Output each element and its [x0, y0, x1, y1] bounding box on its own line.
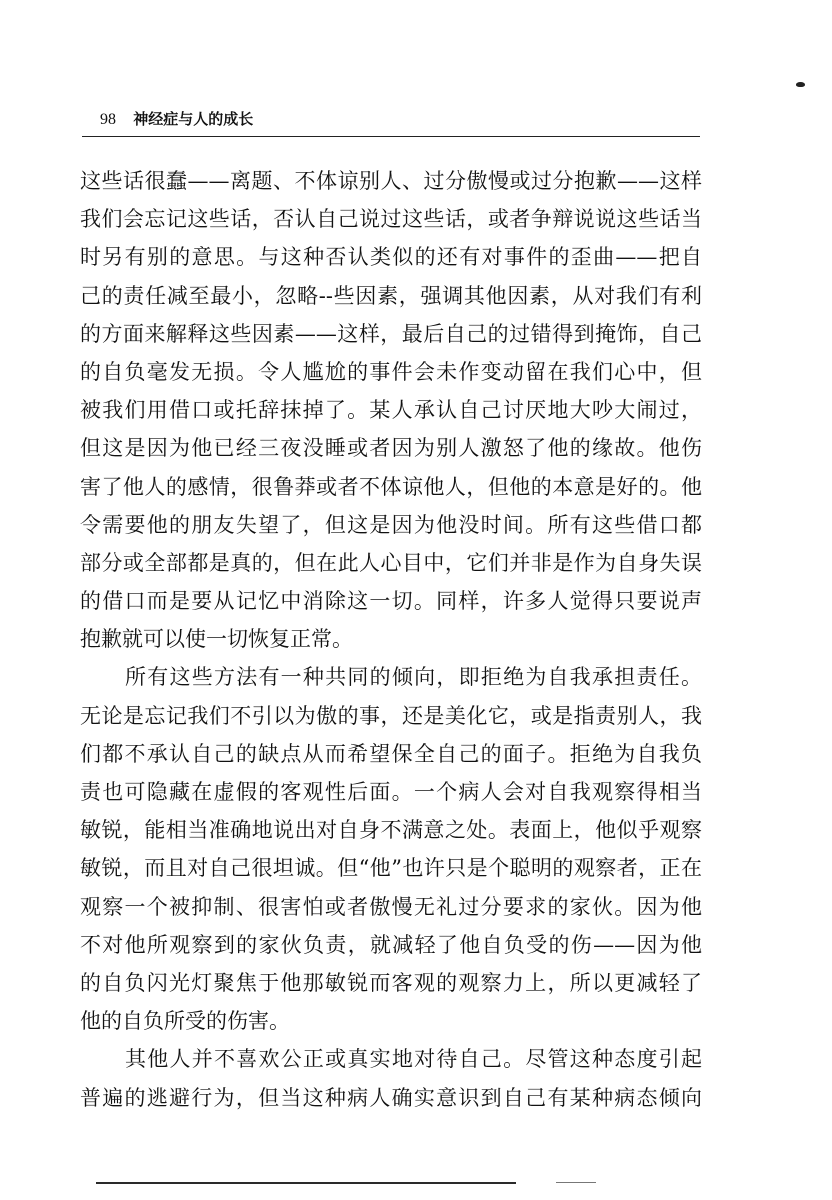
margin-mark: [796, 82, 805, 87]
text-line: 己的责任减至最小，忽略--些因素，强调其他因素，从对我们有利: [80, 283, 702, 308]
footer-rule: [96, 1182, 516, 1184]
footer-rule-fragment: [556, 1182, 596, 1183]
text-line: 的借口而是要从记忆中消除这一切。同样，许多人觉得只要说声: [80, 589, 702, 614]
text-line: 被我们用借口或托辞抹掉了。某人承认自己讨厌地大吵大闹过，: [80, 398, 702, 423]
text-line: 令需要他的朋友失望了，但这是因为他没时间。所有这些借口都: [80, 512, 702, 537]
text-line: 的自负毫发无损。令人尴尬的事件会未作变动留在我们心中，但: [80, 359, 702, 384]
text-line: 责也可隐藏在虚假的客观性后面。一个病人会对自我观察得相当: [80, 780, 702, 804]
header-rule: [82, 136, 700, 137]
text-line: 害了他人的感情，很鲁莽或者不体谅他人，但他的本意是好的。他: [80, 474, 702, 499]
text-line: 观察一个被抑制、很害怕或者傲慢无礼过分要求的家伙。因为他: [80, 894, 702, 919]
text-line: 这些话很蠢——离题、不体谅别人、过分傲慢或过分抱歉——这样: [80, 169, 702, 193]
text-line: 但这是因为他已经三夜没睡或者因为别人激怒了他的缘故。他伤: [80, 436, 702, 461]
text-line: 无论是忘记我们不引以为傲的事，还是美化它，或是指责别人，我: [80, 703, 702, 728]
text-line: 其他人并不喜欢公正或真实地对待自己。尽管这种态度引起: [125, 1047, 702, 1072]
text-line: 普遍的逃避行为，但当这种病人确实意识到自己有某种病态倾向: [80, 1085, 702, 1110]
text-line: 们都不承认自己的缺点从而希望保全自己的面子。拒绝为自我负: [80, 741, 702, 766]
book-title: 神经症与人的成长: [133, 110, 254, 128]
text-line: 部分或全部都是真的，但在此人心目中，它们并非是作为自身失误: [80, 550, 702, 575]
page-number: 98: [100, 111, 116, 128]
running-header: [100, 108, 253, 129]
text-line: 敏锐，而且对自己很坦诚。但“他”也许只是个聪明的观察者，正在: [80, 856, 702, 881]
text-line: 的自负闪光灯聚焦于他那敏锐而客观的观察力上，所以更减轻了: [80, 970, 702, 995]
text-line: 不对他所观察到的家伙负责，就减轻了他自负受的伤——因为他: [80, 932, 702, 957]
text-line: 抱歉就可以使一切恢复正常。: [80, 627, 353, 652]
body-text: [80, 162, 702, 1117]
text-line: 的方面来解释这些因素——这样，最后自己的过错得到掩饰，自己: [80, 321, 702, 346]
text-line: 敏锐，能相当准确地说出对自身不满意之处。表面上，他似乎观察: [80, 818, 702, 843]
text-line: 所有这些方法有一种共同的倾向，即拒绝为自我承担责任。: [125, 665, 702, 690]
text-line: 时另有别的意思。与这种否认类似的还有对事件的歪曲——把自: [80, 245, 702, 270]
text-line: 我们会忘记这些话，否认自己说过这些话，或者争辩说说这些话当: [80, 207, 702, 232]
text-line: 他的自负所受的伤害。: [80, 1009, 290, 1034]
